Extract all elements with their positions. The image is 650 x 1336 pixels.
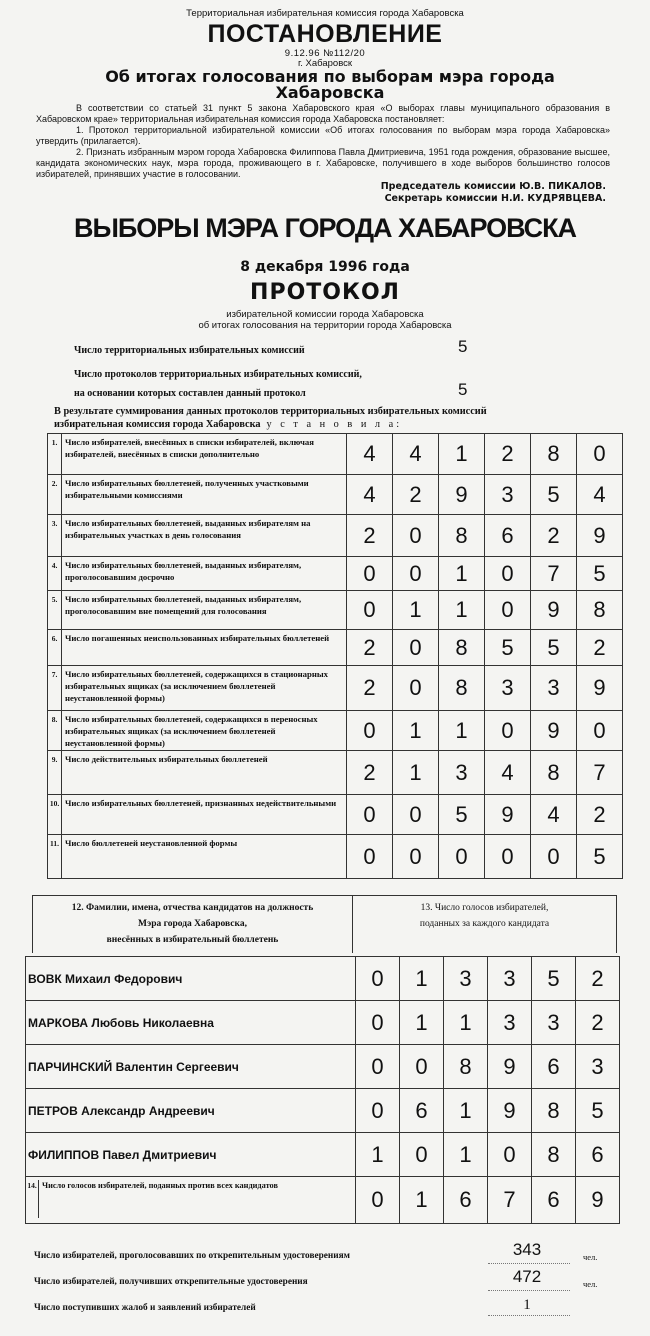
vote-digit-cell: 1 xyxy=(400,1001,444,1045)
row-label: Число голосов избирателей, поданных против всех кандидатов xyxy=(42,1181,278,1190)
vote-digit-cell: 0 xyxy=(400,1045,444,1089)
decree-subject: Об итогах голосования по выборам мэра города Хабаровска xyxy=(105,67,555,102)
vote-digit-cell: 9 xyxy=(576,1177,620,1224)
digit-cell: 4 xyxy=(347,475,393,515)
intro-established: у с т а н о в и л а: xyxy=(266,419,403,430)
stat-label: Число территориальных избирательных комиссий xyxy=(74,345,305,356)
vote-digit-cell: 3 xyxy=(532,1001,576,1045)
vote-digit-cell: 3 xyxy=(576,1045,620,1089)
vote-digit-cell: 0 xyxy=(488,1133,532,1177)
row-number: 4. xyxy=(48,557,62,591)
vote-digit-cell: 6 xyxy=(400,1089,444,1133)
vote-digit-cell: 0 xyxy=(356,957,400,1001)
candidate-name: ВОВК Михаил Федорович xyxy=(26,957,356,1001)
row-number: 9. xyxy=(48,751,62,795)
vote-digit-cell: 6 xyxy=(444,1177,488,1224)
row-label: Число избирательных бюллетеней, полученных участковыми избирательными комиссиями xyxy=(62,475,347,515)
vote-digit-cell: 8 xyxy=(444,1045,488,1089)
header-line: Мэра города Хабаровска, xyxy=(138,919,247,929)
digit-cell: 0 xyxy=(347,591,393,630)
candidates-table xyxy=(25,956,620,1224)
vote-digit-cell: 0 xyxy=(356,1045,400,1089)
candidate-name: ПАРЧИНСКИЙ Валентин Сергеевич xyxy=(26,1045,356,1089)
digit-cell: 8 xyxy=(439,666,485,711)
vote-digit-cell: 9 xyxy=(488,1089,532,1133)
digit-cell: 0 xyxy=(393,557,439,591)
header-line: 13. Число голосов избирателей, xyxy=(420,903,549,913)
digit-cell: 9 xyxy=(531,711,577,751)
vote-digit-cell: 1 xyxy=(444,1001,488,1045)
chairman-signature: Председатель комиссии Ю.В. ПИКАЛОВ. xyxy=(380,181,606,192)
digit-cell: 9 xyxy=(577,515,623,557)
candidate-name: ФИЛИППОВ Павел Дмитриевич xyxy=(26,1133,356,1177)
digit-cell: 2 xyxy=(531,515,577,557)
digit-cell: 9 xyxy=(577,666,623,711)
vote-digit-cell: 6 xyxy=(532,1177,576,1224)
digit-cell: 3 xyxy=(485,666,531,711)
footer-underline xyxy=(488,1263,570,1264)
decree-body xyxy=(36,103,610,180)
digit-cell: 2 xyxy=(347,630,393,666)
votes-column-header xyxy=(353,896,617,954)
digit-cell: 0 xyxy=(485,591,531,630)
decree-paragraph: В соответствии со статьей 31 пункт 5 закона Хабаровского края «О выборах главы муниципального образования в Хабаровском крае» территориальная избирательная комиссия города Хабаровска постановляет: xyxy=(36,103,610,124)
result-row xyxy=(48,557,623,591)
footer-value: 343 xyxy=(512,1240,542,1259)
decree-paragraph: 1. Протокол территориальной избирательной комиссии «Об итогах голосования по выборам мэра города Хабаровска» утвердить (прилагается). xyxy=(36,125,610,146)
digit-cell: 2 xyxy=(577,630,623,666)
election-date: 8 декабря 1996 года xyxy=(240,259,410,275)
footer-value: 1 xyxy=(523,1297,531,1313)
digit-cell: 8 xyxy=(577,591,623,630)
protocol-subtitle: избирательной комиссии города Хабаровска xyxy=(226,309,424,320)
result-row xyxy=(48,835,623,879)
row-number: 1. xyxy=(48,434,62,475)
vote-digit-cell: 1 xyxy=(400,1177,444,1224)
vote-digit-cell: 6 xyxy=(532,1045,576,1089)
vote-digit-cell: 6 xyxy=(576,1133,620,1177)
decree-title: ПОСТАНОВЛЕНИЕ xyxy=(207,20,443,48)
vote-digit-cell: 8 xyxy=(532,1133,576,1177)
digit-cell: 0 xyxy=(393,630,439,666)
footer-underline xyxy=(488,1290,570,1291)
vote-digit-cell: 2 xyxy=(576,1001,620,1045)
vote-digit-cell: 3 xyxy=(488,957,532,1001)
stat-value: 5 xyxy=(458,337,468,356)
election-title: ВЫБОРЫ МЭРА ГОРОДА ХАБАРОВСКА xyxy=(73,213,577,243)
vote-digit-cell: 1 xyxy=(400,957,444,1001)
digit-cell: 4 xyxy=(347,434,393,475)
digit-cell: 1 xyxy=(439,711,485,751)
digit-cell: 5 xyxy=(485,630,531,666)
candidates-header xyxy=(32,895,617,953)
digit-cell: 0 xyxy=(393,515,439,557)
digit-cell: 6 xyxy=(485,515,531,557)
row-label: Число бюллетеней неустановленной формы xyxy=(62,835,347,879)
row-number: 6. xyxy=(48,630,62,666)
digit-cell: 1 xyxy=(439,557,485,591)
secretary-signature: Секретарь комиссии Н.И. КУДРЯВЦЕВА. xyxy=(384,193,606,204)
row-label: Число избирательных бюллетеней, содержащихся в переносных избирательных ящиках (за исключением бюллетеней неустановленной формы) xyxy=(62,711,347,751)
vote-digit-cell: 3 xyxy=(444,957,488,1001)
row-label: Число избирательных бюллетеней, признанных недействительными xyxy=(62,795,347,835)
row-number: 10. xyxy=(48,795,62,835)
footer-label: Число избирателей, получивших открепительные удостоверения xyxy=(34,1277,308,1287)
digit-cell: 0 xyxy=(531,835,577,879)
decree-city: г. Хабаровск xyxy=(297,58,353,69)
candidate-row xyxy=(26,1001,620,1045)
digit-cell: 2 xyxy=(347,515,393,557)
vote-digit-cell: 0 xyxy=(356,1177,400,1224)
digit-cell: 0 xyxy=(347,795,393,835)
intro-text-part: избирательная комиссия города Хабаровска xyxy=(54,419,261,430)
row-number: 14. xyxy=(26,1180,39,1218)
result-row xyxy=(48,591,623,630)
digit-cell: 8 xyxy=(531,434,577,475)
digit-cell: 3 xyxy=(485,475,531,515)
row-number: 7. xyxy=(48,666,62,711)
candidate-row xyxy=(26,1133,620,1177)
footer-underline xyxy=(488,1315,570,1316)
digit-cell: 4 xyxy=(577,475,623,515)
digit-cell: 0 xyxy=(393,835,439,879)
digit-cell: 1 xyxy=(439,434,485,475)
digit-cell: 0 xyxy=(439,835,485,879)
intro-text xyxy=(54,419,402,431)
candidates-column-header xyxy=(33,896,353,954)
digit-cell: 0 xyxy=(393,795,439,835)
protocol-subtitle: об итогах голосования на территории города Хабаровска xyxy=(198,320,452,331)
digit-cell: 8 xyxy=(531,751,577,795)
digit-cell: 8 xyxy=(439,515,485,557)
digit-cell: 2 xyxy=(393,475,439,515)
against-all-row xyxy=(26,1177,620,1224)
row-number: 8. xyxy=(48,711,62,751)
vote-digit-cell: 1 xyxy=(444,1089,488,1133)
header-line: внесённых в избирательный бюллетень xyxy=(106,935,279,945)
digit-cell: 0 xyxy=(577,711,623,751)
digit-cell: 0 xyxy=(485,835,531,879)
row-number: 5. xyxy=(48,591,62,630)
digit-cell: 3 xyxy=(531,666,577,711)
digit-cell: 5 xyxy=(531,630,577,666)
signatures xyxy=(381,181,606,205)
digit-cell: 1 xyxy=(439,591,485,630)
candidate-row xyxy=(26,1089,620,1133)
protocol-title: ПРОТОКОЛ xyxy=(250,280,400,305)
stat-value: 5 xyxy=(458,380,468,399)
vote-digit-cell: 5 xyxy=(576,1089,620,1133)
vote-digit-cell: 0 xyxy=(400,1133,444,1177)
candidate-row xyxy=(26,1045,620,1089)
result-row xyxy=(48,434,623,475)
row-label: Число погашенных неиспользованных избирательных бюллетеней xyxy=(62,630,347,666)
digit-cell: 4 xyxy=(485,751,531,795)
digit-cell: 0 xyxy=(393,666,439,711)
stat-label: на основании которых составлен данный протокол xyxy=(74,388,306,399)
digit-cell: 0 xyxy=(485,557,531,591)
digit-cell: 9 xyxy=(531,591,577,630)
candidate-name: МАРКОВА Любовь Николаевна xyxy=(26,1001,356,1045)
result-row xyxy=(48,630,623,666)
digit-cell: 5 xyxy=(531,475,577,515)
digit-cell: 2 xyxy=(347,666,393,711)
digit-cell: 4 xyxy=(531,795,577,835)
result-row xyxy=(48,515,623,557)
row-number: 2. xyxy=(48,475,62,515)
digit-cell: 2 xyxy=(485,434,531,475)
digit-cell: 0 xyxy=(347,557,393,591)
stat-label: Число протоколов территориальных избирательных комиссий, xyxy=(74,369,362,380)
vote-digit-cell: 7 xyxy=(488,1177,532,1224)
header-line: поданных за каждого кандидата xyxy=(419,919,550,929)
digit-cell: 1 xyxy=(393,711,439,751)
vote-digit-cell: 0 xyxy=(356,1089,400,1133)
vote-digit-cell: 0 xyxy=(356,1001,400,1045)
row-label: Число избирателей, внесённых в списки избирателей, включая избирателей, внесённых в списки дополнительно xyxy=(62,434,347,475)
digit-cell: 0 xyxy=(485,711,531,751)
footer-label: Число поступивших жалоб и заявлений избирателей xyxy=(34,1303,256,1313)
row-label: Число действительных избирательных бюллетеней xyxy=(62,751,347,795)
result-row xyxy=(48,666,623,711)
footer-value: 472 xyxy=(512,1267,542,1286)
digit-cell: 5 xyxy=(577,835,623,879)
vote-digit-cell: 2 xyxy=(576,957,620,1001)
vote-digit-cell: 1 xyxy=(444,1133,488,1177)
row-label: Число избирательных бюллетеней, выданных избирателям на избирательных участках в день голосования xyxy=(62,515,347,557)
vote-digit-cell: 3 xyxy=(488,1001,532,1045)
candidate-name: ПЕТРОВ Александр Андреевич xyxy=(26,1089,356,1133)
digit-cell: 5 xyxy=(439,795,485,835)
vote-digit-cell: 5 xyxy=(532,957,576,1001)
footer-unit: чел. xyxy=(583,1252,598,1262)
digit-cell: 9 xyxy=(485,795,531,835)
vote-digit-cell: 1 xyxy=(356,1133,400,1177)
digit-cell: 5 xyxy=(577,557,623,591)
decree-paragraph: 2. Признать избранным мэром города Хабаровска Филиппова Павла Дмитриевича, 1951 года рождения, образование высшее, кандидата экономических наук, мэра города, проживающего в г. Хабаровске, получившего в ходе выборов большинство голосов избирателей, принявших участие в голосовании. xyxy=(36,147,610,179)
against-all-label-cell xyxy=(26,1177,356,1224)
digit-cell: 1 xyxy=(393,591,439,630)
digit-cell: 0 xyxy=(347,835,393,879)
digit-cell: 7 xyxy=(577,751,623,795)
digit-cell: 7 xyxy=(531,557,577,591)
digit-cell: 2 xyxy=(577,795,623,835)
header-line: 12. Фамилии, имена, отчества кандидатов на должность xyxy=(71,903,314,913)
result-row xyxy=(48,711,623,751)
digit-cell: 0 xyxy=(577,434,623,475)
row-number: 3. xyxy=(48,515,62,557)
result-row xyxy=(48,795,623,835)
result-row xyxy=(48,475,623,515)
digit-cell: 8 xyxy=(439,630,485,666)
row-number: 11. xyxy=(48,835,62,879)
footer-unit: чел. xyxy=(583,1279,598,1289)
vote-digit-cell: 8 xyxy=(532,1089,576,1133)
decree-number: 9.12.96 №112/20 xyxy=(284,48,366,59)
vote-digit-cell: 9 xyxy=(488,1045,532,1089)
digit-cell: 3 xyxy=(439,751,485,795)
row-label: Число избирательных бюллетеней, содержащихся в стационарных избирательных ящиках (за исключением бюллетеней неустановленной формы) xyxy=(62,666,347,711)
digit-cell: 9 xyxy=(439,475,485,515)
digit-cell: 0 xyxy=(347,711,393,751)
digit-cell: 1 xyxy=(393,751,439,795)
row-label: Число избирательных бюллетеней, выданных избирателям, проголосовавшим досрочно xyxy=(62,557,347,591)
commission-name: Территориальная избирательная комиссия города Хабаровска xyxy=(186,8,464,19)
digit-cell: 2 xyxy=(347,751,393,795)
candidate-row xyxy=(26,957,620,1001)
row-label: Число избирательных бюллетеней, выданных избирателям, проголосовавшим вне помещений для голосования xyxy=(62,591,347,630)
results-table xyxy=(47,433,623,879)
footer-label: Число избирателей, проголосовавших по открепительным удостоверениям xyxy=(34,1251,350,1261)
intro-text: В результате суммирования данных протоколов территориальных избирательных комиссий xyxy=(54,406,487,417)
result-row xyxy=(48,751,623,795)
digit-cell: 4 xyxy=(393,434,439,475)
